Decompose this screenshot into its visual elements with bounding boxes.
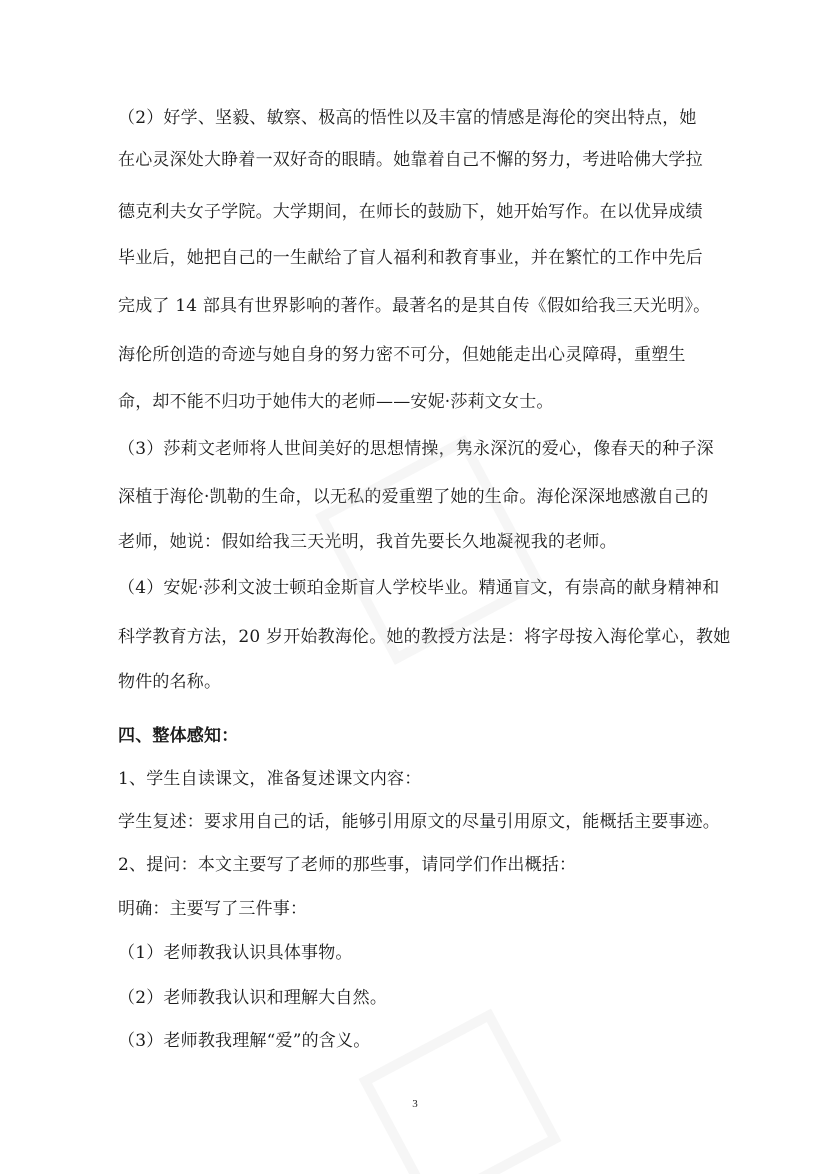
paragraph-3-line-3: 老师，她说：假如给我三天光明，我首先要长久地凝视我的老师。 [118, 532, 617, 552]
paragraph-2-line-6: 海伦所创造的奇迹与她自身的努力密不可分，但她能走出心灵障碍，重塑生 [118, 345, 686, 365]
section-heading: 四、整体感知： [118, 726, 239, 746]
page-number: 3 [412, 1098, 418, 1110]
list-item: （1）老师教我认识具体事物。 [118, 943, 353, 963]
item-clarify: 明确：主要写了三件事： [118, 899, 308, 919]
paragraph-2-line-5: 完成了 14 部具有世界影响的著作。最著名的是其自传《假如给我三天光明》。 [118, 296, 711, 316]
item-1: 1、学生自读课文，准备复述课文内容： [118, 769, 422, 789]
paragraph-3-line-1: （3）莎莉文老师将人世间美好的思想情操，隽永深沉的爱心，像春天的种子深 [118, 439, 714, 459]
paragraph-4-line-2: 科学教育方法，20 岁开始教海伦。她的教授方法是：将字母按入海伦掌心，教她 [118, 627, 731, 647]
paragraph-4-line-3: 物件的名称。 [118, 672, 222, 692]
paragraph-2-line-7: 命，却不能不归功于她伟大的老师——安妮·莎莉文女士。 [118, 392, 554, 412]
paragraph-3-line-2: 深植于海伦·凯勒的生命，以无私的爱重塑了她的生命。海伦深深地感激自己的 [118, 487, 709, 507]
paragraph-2-line-1: （2）好学、坚毅、敏察、极高的悟性以及丰富的情感是海伦的突出特点，她 [118, 108, 697, 128]
item-2: 2、提问：本文主要写了老师的那些事，请同学们作出概括： [118, 855, 577, 875]
list-item: （2）老师教我认识和理解大自然。 [118, 988, 388, 1008]
paragraph-2-line-3: 德克利夫女子学院。大学期间，在师长的鼓励下，她开始写作。在以优异成绩 [118, 202, 703, 222]
paragraph-2-line-4: 毕业后，她把自己的一生献给了盲人福利和教育事业，并在繁忙的工作中先后 [118, 248, 703, 268]
paragraph-4-line-1: （4）安妮·莎利文波士顿珀金斯盲人学校毕业。精通盲文，有崇高的献身精神和 [118, 578, 720, 598]
item-student-retelling: 学生复述：要求用自己的话，能够引用原文的尽量引用原文，能概括主要事迹。 [118, 812, 720, 832]
paragraph-2-line-2: 在心灵深处大睁着一双好奇的眼睛。她靠着自己不懈的努力，考进哈佛大学拉 [118, 150, 703, 170]
list-item: （3）老师教我理解“爱”的含义。 [118, 1031, 371, 1051]
